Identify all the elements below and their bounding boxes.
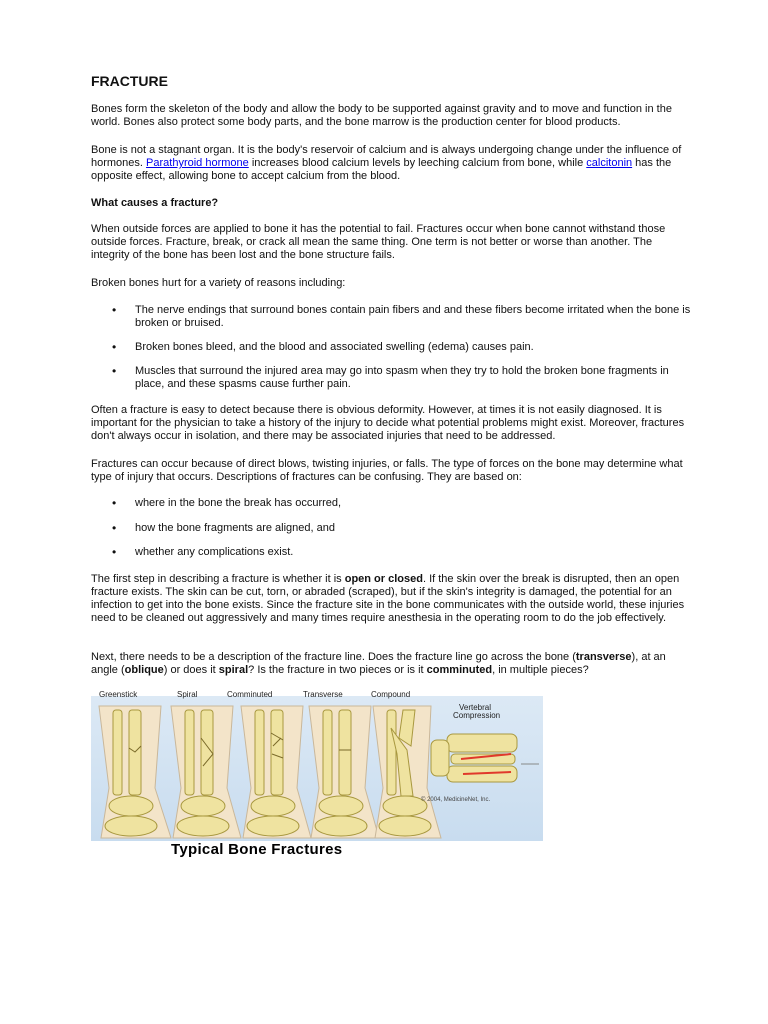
list-item [112,340,691,354]
label-comminuted: Comminuted [227,690,273,699]
text: The nerve endings that surround bones contain pain fibers and and these fibers become irritated when the bone is broken or bruised. [135,304,691,329]
label-vertebral: Vertebral [459,703,492,712]
text: where in the bone the break has occurred, [135,497,342,509]
label-greenstick: Greenstick [99,690,138,699]
paragraph-fracture-line [91,651,691,677]
paragraph-intro: Bones form the skeleton of the body and allow the body to be supported against gravity and to move and function in the world. Bones also protect some body parts, and the bone marrow is the production center for blood products. [91,103,672,128]
paragraph-causes-types: Fractures can occur because of direct blows, twisting injuries, or falls. The type of forces on the bone may determine what type of injury that occurs. Descriptions of fractures can be confusing. They are based on: [91,458,683,483]
text: Bone is not a stagnant organ. It is the body's reservoir of calcium and is always undergoing change under the influence of hormones. [91,144,682,169]
bullet-icon: • [112,364,117,378]
text: ), at an angle ( [91,651,666,676]
paragraph-pain-intro: Broken bones hurt for a variety of reasons including: [91,277,346,289]
fracture-illustration [91,688,543,868]
paragraph-detection: Often a fracture is easy to detect because there is obvious deformity. However, at times it is not easily diagnosed. It is important for the physician to take a history of the injury to decide what potential problems might exist. Moreover, fractures don't always occur in isolation, and there may be associated injuries that need to be addressed. [91,404,685,442]
term-oblique: oblique [124,664,164,676]
label-spiral: Spiral [177,690,198,699]
list-item [112,496,691,510]
label-compound: Compound [371,690,411,699]
term-transverse: transverse [575,651,632,663]
bullet-icon: • [112,340,117,354]
text: increases blood calcium levels by leeching calcium from bone, while [248,157,587,169]
list-item [112,364,691,391]
link-calcitonin[interactable]: calcitonin [586,157,633,169]
link-parathyroid-hormone[interactable]: Parathyroid hormone [146,157,249,169]
list-item [112,303,691,330]
text: The first step in describing a fracture is whether it is [91,573,345,585]
list-item [112,545,691,559]
text: . If the skin over the break is disrupted, then an open fracture exists. The skin can be cut, torn, or abraded (scraped), but if the skin's integrity is damaged, the potential for an infection to get into the bone exists. Since the fracture site in the bone communicates with the outside world, these injuries need to be cleaned out aggressively and many times require anesthesia in the operating room to do the job effectively. [91,573,685,624]
page-title: FRACTURE [91,73,168,89]
text: ? Is the fracture in two pieces or is it [248,664,427,676]
bullet-icon: • [112,303,117,317]
subheading-causes: What causes a fracture? [91,197,219,209]
paragraph-hormones [91,144,691,183]
bullet-icon: • [112,545,117,559]
paragraph-causes: When outside forces are applied to bone it has the potential to fail. Fractures occur when bone cannot withstand those outside forces. Fracture, break, or crack all mean the same thing. One term is not better or worse than another. The integrity of the bone has been lost and the bone structure fails. [91,223,666,261]
text: Next, there needs to be a description of the fracture line. Does the fracture line go across the bone ( [91,651,576,663]
list-item [112,521,691,535]
text: Broken bones bleed, and the blood and associated swelling (edema) causes pain. [135,341,534,353]
term-open-closed: open or closed [344,573,423,585]
text: ) or does it [163,664,219,676]
text: , in multiple pieces? [492,664,589,676]
figure-copyright: © 2004, MedicineNet, Inc. [421,797,491,803]
label-compression: Compression [453,711,501,720]
term-comminuted: comminuted [426,664,493,676]
text: whether any complications exist. [135,546,294,558]
label-transverse: Transverse [303,690,343,699]
term-spiral: spiral [218,664,249,676]
text: has the opposite effect, allowing bone to accept calcium from the blood. [91,157,672,182]
text: Muscles that surround the injured area may go into spasm when they try to hold the broken bone fragments in place, and these spasms cause further pain. [135,365,669,390]
text: how the bone fragments are aligned, and [135,522,335,534]
paragraph-open-closed [91,573,691,625]
figure-caption: Typical Bone Fractures [171,841,343,858]
bullet-icon: • [112,496,117,510]
bullet-icon: • [112,521,117,535]
